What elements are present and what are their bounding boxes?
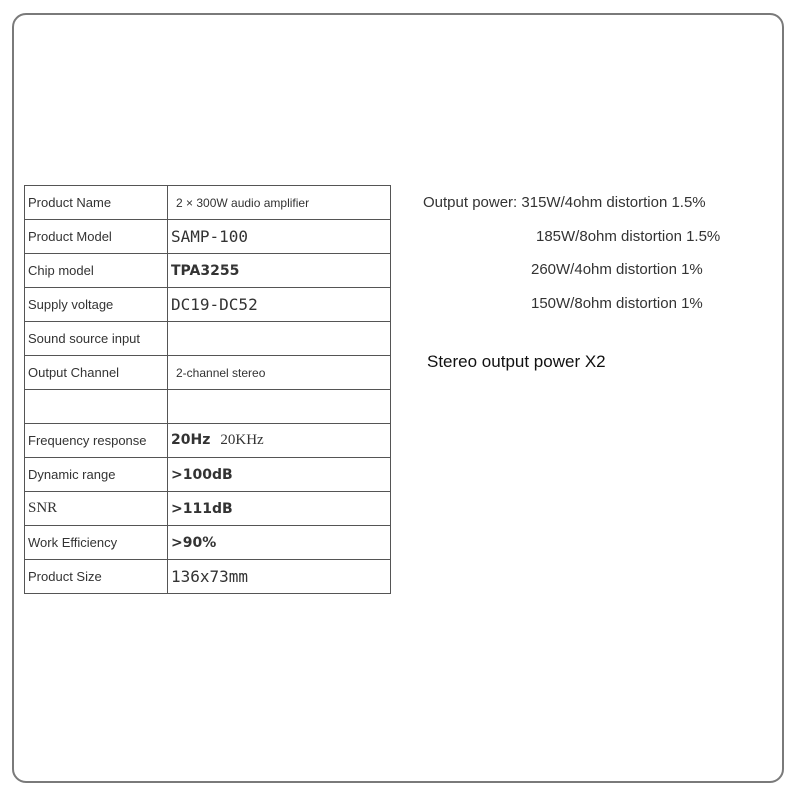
spec-label: Chip model xyxy=(25,254,168,288)
spec-value xyxy=(168,322,391,356)
spec-label: Product Name xyxy=(25,186,168,220)
spec-label: Product Size xyxy=(25,560,168,594)
spec-value: >111dB xyxy=(168,492,391,526)
table-row xyxy=(25,356,391,390)
spec-label: Work Efficiency xyxy=(25,526,168,560)
spec-value xyxy=(168,390,391,424)
spec-label: Frequency response xyxy=(25,424,168,458)
spec-value: TPA3255 xyxy=(168,254,391,288)
table-row xyxy=(25,322,391,356)
output-power-line: 260W/4ohm distortion 1% xyxy=(531,261,703,278)
spec-value: DC19-DC52 xyxy=(168,288,391,322)
output-power-line: Output power: 315W/4ohm distortion 1.5% xyxy=(423,194,706,211)
spec-label: Product Model xyxy=(25,220,168,254)
spec-label: SNR xyxy=(25,492,168,526)
spec-value: 2-channel stereo xyxy=(168,356,391,390)
table-row xyxy=(25,220,391,254)
freq-low-value: 20Hz xyxy=(171,432,211,448)
spec-table xyxy=(24,185,391,594)
freq-high-value: 20KHz xyxy=(220,432,264,448)
spec-label: Supply voltage xyxy=(25,288,168,322)
spec-label xyxy=(25,390,168,424)
table-row xyxy=(25,424,391,458)
table-row xyxy=(25,560,391,594)
table-row xyxy=(25,186,391,220)
output-power-line: 185W/8ohm distortion 1.5% xyxy=(536,228,721,245)
spec-label: Dynamic range xyxy=(25,458,168,492)
output-power-line: 150W/8ohm distortion 1% xyxy=(531,295,703,312)
spec-value: 136x73mm xyxy=(168,560,391,594)
table-row xyxy=(25,288,391,322)
spec-value: >90% xyxy=(168,526,391,560)
spec-value xyxy=(168,424,391,458)
table-row xyxy=(25,254,391,288)
table-row xyxy=(25,526,391,560)
spec-value: 2 × 300W audio amplifier xyxy=(168,186,391,220)
stereo-output-note: Stereo output power X2 xyxy=(427,352,606,371)
spec-label: Output Channel xyxy=(25,356,168,390)
table-row xyxy=(25,458,391,492)
table-row xyxy=(25,390,391,424)
spec-label: Sound source input xyxy=(25,322,168,356)
spec-value: SAMP-100 xyxy=(168,220,391,254)
table-row xyxy=(25,492,391,526)
spec-value: >100dB xyxy=(168,458,391,492)
